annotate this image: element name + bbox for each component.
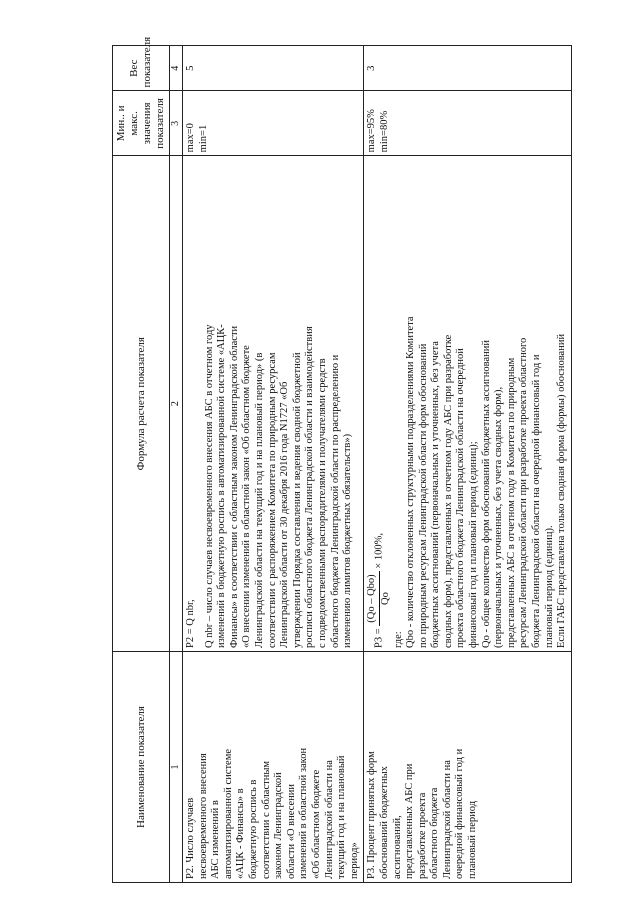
indicator-name-line: представленных АБС при [404,763,416,879]
col-number-2: 2 [170,156,183,652]
table-row-p2 [183,46,364,883]
indicator-name-line: соответствии с областным [260,760,272,879]
col-number-4: 4 [170,46,183,91]
minmax-line: min=80% [378,110,390,153]
formula-line: ресурсам Ленинградской области при разработке проекта областного [518,337,530,649]
formula-line: Если ГАБС представлена только сводная форма (формы) обоснований [556,333,568,649]
formula-line: плановый период (единиц). [543,525,555,649]
formula-line: финансовый год и плановый период (единиц); [468,441,480,649]
formula-line: Ленинградской области от 30 декабря 2016 года N1727 «Об [279,381,291,649]
formula-cell [183,156,364,652]
indicator-name-line: плановый период [467,800,479,879]
formula-line: Q nbr – число случаев несвоевременного внесения АБС в отчетном году [203,324,215,649]
formula-line: Qbo - количество отклоненных структурными подразделениями Комитета [405,316,417,649]
indicator-name-line: «АЦК - Финансы» в [235,788,247,879]
formula-suffix: × 100%, [373,533,385,569]
formula-line: по природным ресурсам Ленинградской области форм обоснований [417,343,429,649]
formula-line: Финансы» в соответствии с областным законом Ленинградской области [228,325,240,649]
formula-denominator: Qo [379,592,391,605]
formula-line: Ленинградской области на текущий год и на плановый период» (в [253,352,265,649]
formula-title: P2 = Q nbr, [185,599,196,649]
formula-line: изменению лимитов бюджетных обязательств») [342,433,354,649]
minmax-line: max=0 [185,123,196,153]
indicator-name-line: период» [348,842,360,879]
header-weight: Вес показателя [113,46,170,91]
col-number-3: 3 [170,91,183,156]
indicator-name-line: изменений в областной закон [298,747,310,879]
formula-line: росписи областного бюджета Ленинградской области и взаимодействия [304,326,316,649]
indicator-name-line: несвоевременного внесения [197,753,209,879]
formula-numerator: (Qo – Qbo) [366,571,380,625]
indicator-name-line: текущий год и на плановый [336,755,348,879]
formula-line: сводных форм), представленных в отчетном году АБС при разработке [442,334,454,649]
formula-line: утверждении Порядка составления и ведения сводной бюджетной [291,352,303,649]
indicator-name-line: P3. Процент принятых форм [366,751,378,879]
formula-line: изменений в бюджетную роспись в автоматизированной системе «АЦК- [216,324,228,649]
formula-line: «О внесении изменений в областной закон «Об областном бюджете [241,345,253,649]
column-number-row [170,46,183,883]
indicator-name-line: P2. Число случаев [185,797,196,879]
indicator-name-line: Ленинградской области на [323,760,335,879]
formula-line: бюджета Ленинградской области на очередной финансовый год и [531,354,543,649]
formula-prefix: P3 = [373,628,385,649]
indicator-name-line: областного бюджета [429,787,441,879]
weight-cell: 5 [183,46,364,91]
indicator-name-line: бюджетную роспись в [247,779,259,879]
formula-line: бюджетных ассигнований (первоначальных и уточненных, без учета [430,341,442,649]
formula-line: (первоначальных и уточненных, без учета сводных форм), [493,386,505,649]
formula-line: представленных АБС в отчетном году в Комитета по природным [505,357,517,649]
indicator-name-line: законом Ленинградской [273,772,285,879]
formula-line: соответствии с распоряжением Комитета по природным ресурсам [266,352,278,649]
minmax-cell [183,91,364,156]
formula-line: Qo - общее количество форм обоснований бюджетных ассигнований [480,340,492,649]
indicator-name-line: области «О внесении [285,784,297,879]
indicator-name-cell [364,652,572,883]
header-minmax: Мин.. и макс. значения показателя [113,91,170,156]
formula-where: где: [392,631,404,649]
header-formula: Формула расчета показателя [113,156,170,652]
indicator-name-cell [183,652,364,883]
table-row-p3 [364,46,572,883]
header-row [113,46,170,883]
formula-equation [366,159,392,648]
indicator-name-line: автоматизированной системе [222,749,234,879]
weight-cell: 3 [364,46,572,91]
indicator-name-line: обоснований бюджетных [378,766,390,879]
indicators-table [112,36,572,883]
minmax-cell [364,91,572,156]
minmax-line: min=1 [197,124,209,153]
indicator-name-line: «Об областном бюджете [310,769,322,879]
indicator-name-line: ассигнований, [391,815,403,879]
rotated-table-wrapper [112,36,568,883]
minmax-line: max=95% [366,109,378,153]
formula-cell [364,156,572,652]
col-number-1: 1 [170,652,183,883]
formula-line: проекта областного бюджета Ленинградской области на очередной [455,348,467,649]
indicator-name-line: очередной финансовый год и [454,748,466,879]
header-name: Наименование показателя [113,652,170,883]
formula-line: областного бюджета Ленинградской области по распределению и [329,354,341,649]
formula-fraction [366,571,392,625]
indicator-name-line: АБС изменений в [210,800,222,879]
indicator-name-line: разработке проекта [416,792,428,879]
formula-line: с подведомственными распорядителями и получателями средств [316,358,328,649]
indicator-name-line: Ленинградской области на [441,760,453,879]
